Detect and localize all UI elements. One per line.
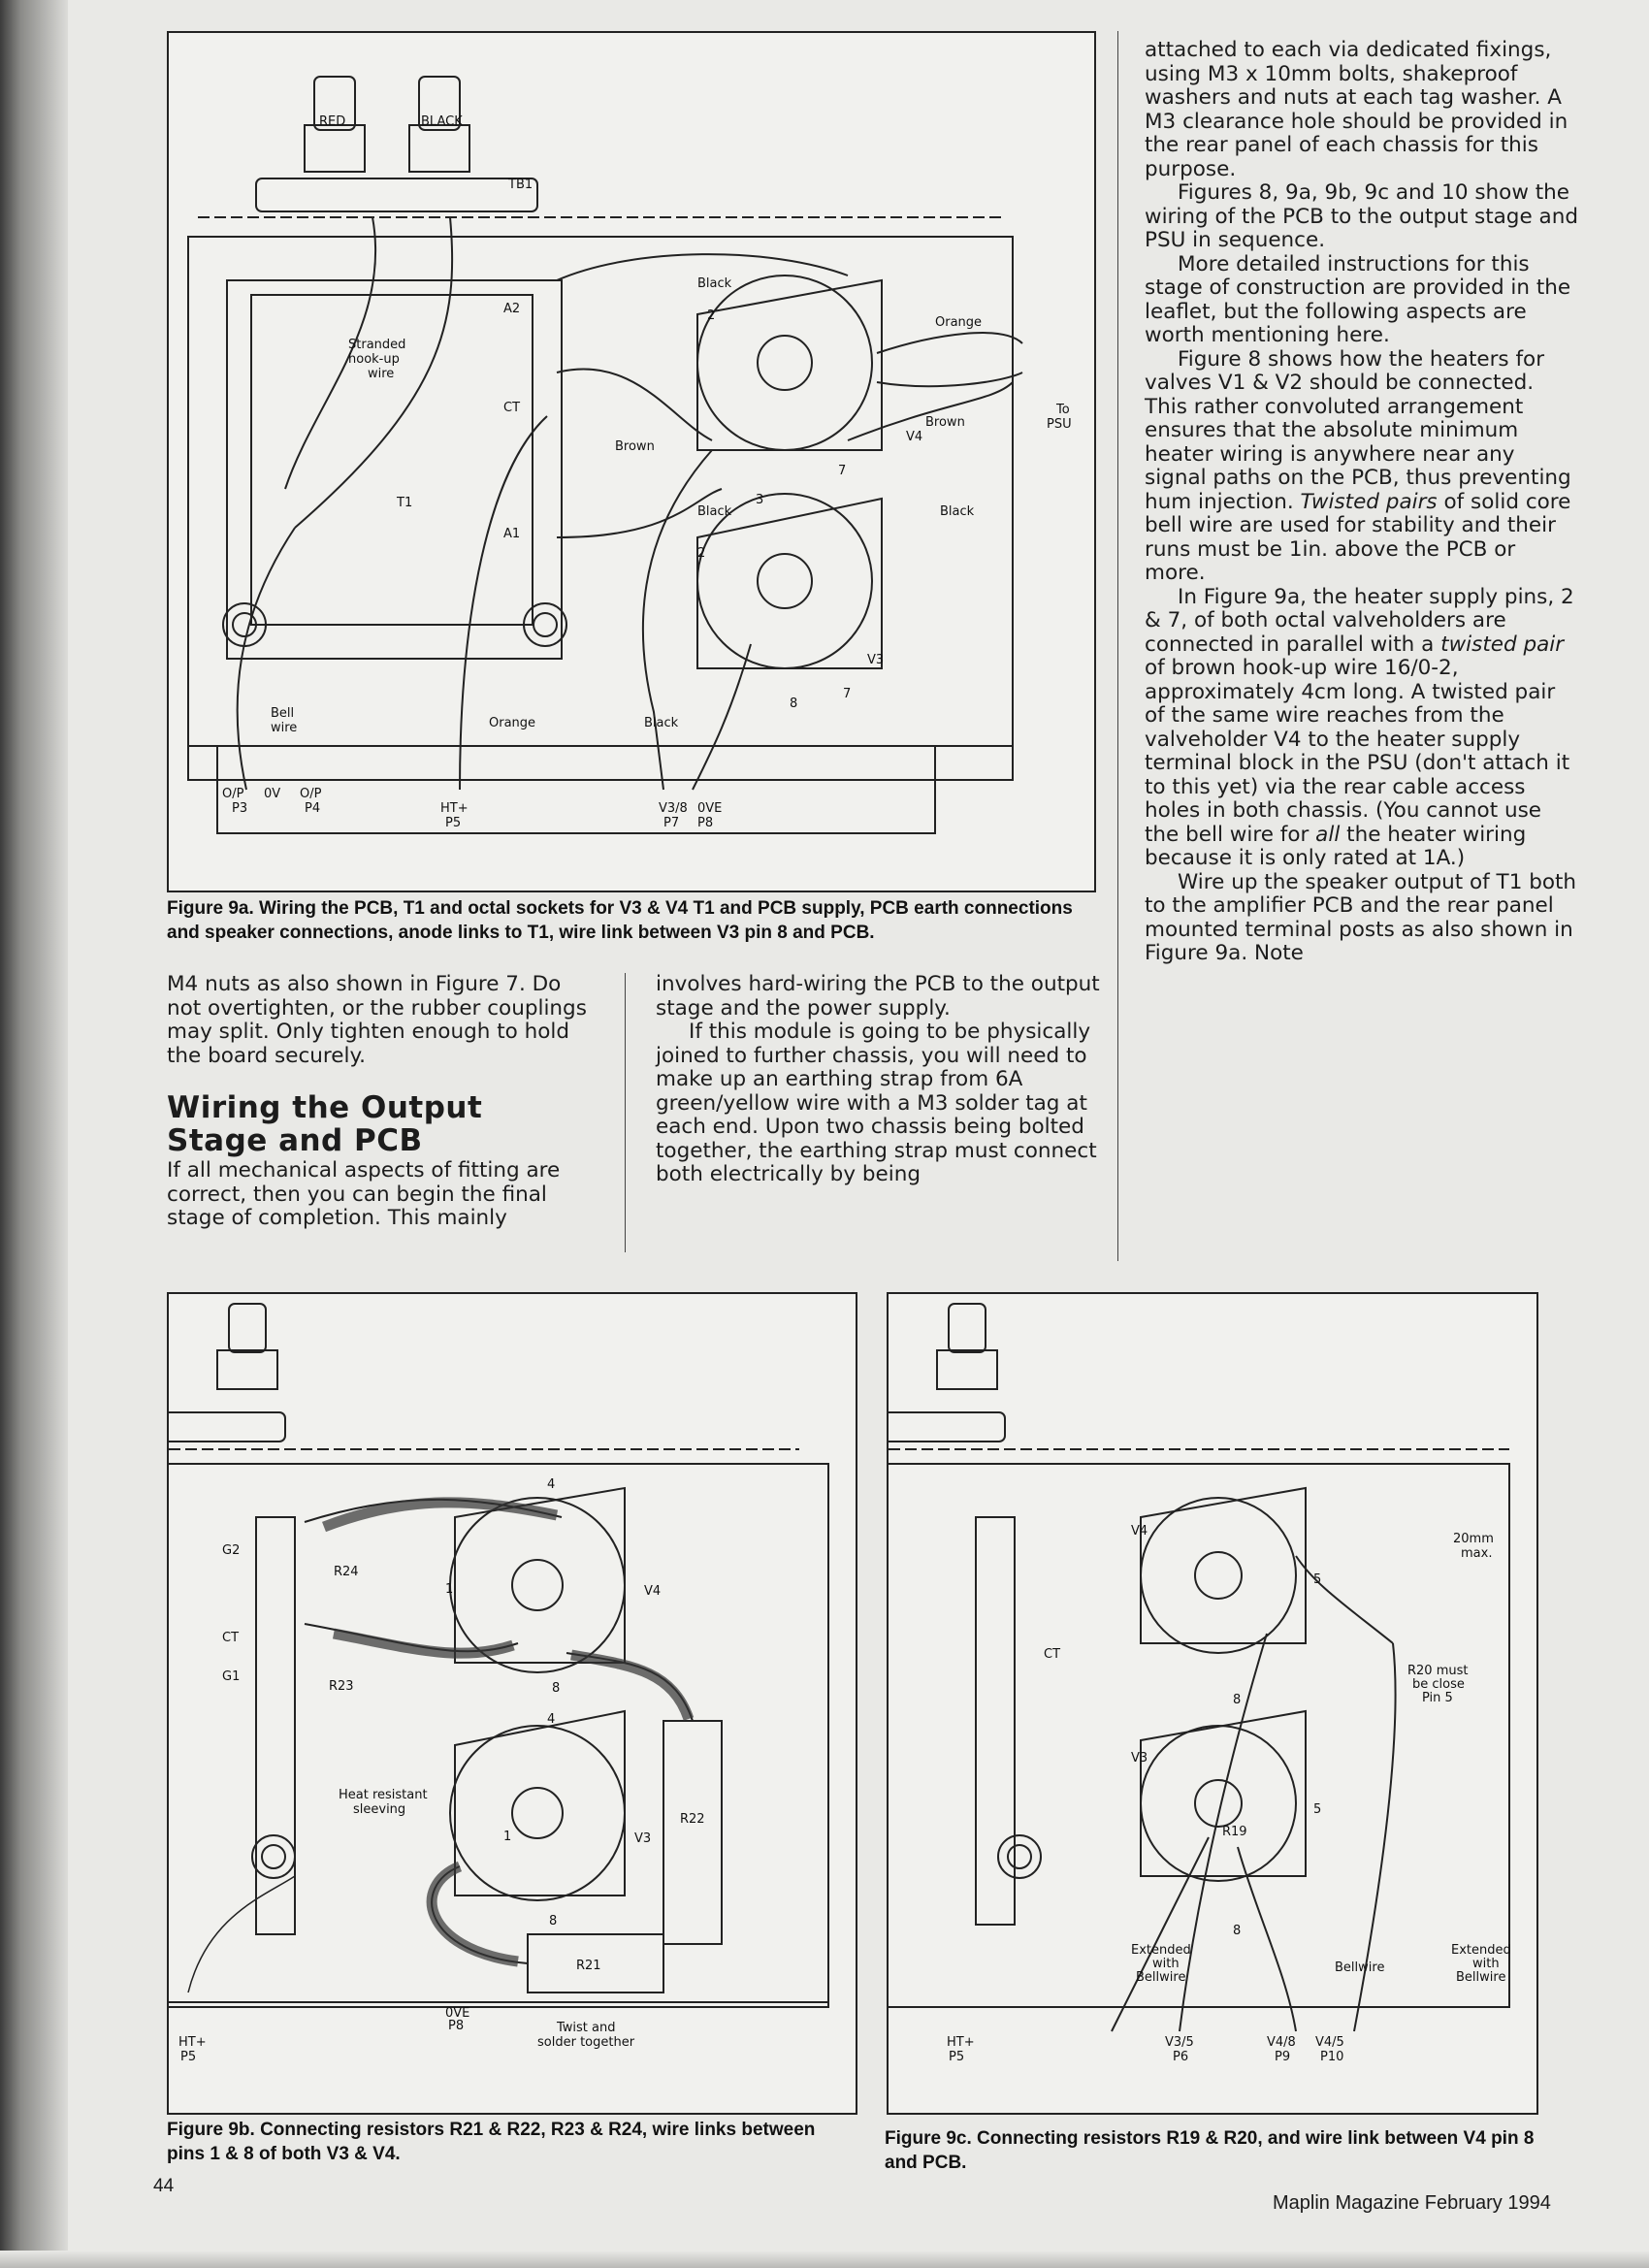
right-paragraph-3: More detailed instructions for this stage of construction are provided in the leaflet, but the following aspects are worth mentioning here.	[1145, 251, 1571, 347]
label-p8: P8	[697, 816, 714, 830]
figure-9c	[887, 1292, 1538, 2115]
label-r20-must: R20 must	[1407, 1664, 1469, 1678]
label-pin2a: 2	[707, 308, 716, 323]
label-pin-5: Pin 5	[1422, 1691, 1453, 1705]
label-g2: G2	[222, 1543, 241, 1558]
label-op-b: O/P	[300, 787, 322, 801]
label-t1: T1	[397, 496, 413, 510]
label-p4: P4	[305, 801, 321, 816]
label-v3: V3	[867, 653, 885, 667]
label-pin4b: 4	[547, 1712, 556, 1727]
label-p5: P5	[949, 2050, 965, 2064]
right-p5-emphasis: twisted pair	[1440, 632, 1565, 657]
left-paragraph-1: M4 nuts as also shown in Figure 7. Do not overtighten, or the rubber couplings may split. Only tighten enough to hold the board securely.	[167, 972, 587, 1068]
section-heading: Wiring the Output Stage and PCB	[167, 1090, 483, 1158]
label-p7: P7	[663, 816, 680, 830]
label-bell: Bell	[271, 706, 295, 721]
figure-9a-diagram	[169, 33, 1094, 891]
label-htplus: HT+	[440, 801, 469, 816]
label-v3: V3	[1131, 1751, 1148, 1766]
label-r22: R22	[680, 1812, 705, 1827]
label-black-bottom: Black	[644, 716, 679, 730]
label-p5: P5	[180, 2050, 197, 2064]
label-ct: CT	[1044, 1647, 1061, 1662]
label-r19: R19	[1222, 1825, 1247, 1839]
label-p8: P8	[448, 2019, 465, 2033]
figure-9b-diagram	[169, 1294, 856, 2113]
right-paragraph-6: Wire up the speaker output of T1 both to the amplifier PCB and the rear panel mounted terminal posts as also shown in Figure 9a. Note	[1145, 869, 1577, 965]
label-solder-together: solder together	[537, 2035, 635, 2050]
label-pin8b: 8	[549, 1914, 558, 1928]
label-p9: P9	[1275, 2050, 1291, 2064]
label-v4: V4	[644, 1584, 662, 1599]
label-r23: R23	[329, 1679, 354, 1694]
label-hookup: hook-up	[348, 352, 400, 367]
label-brown-right: Brown	[925, 415, 965, 430]
label-twist: Twist and	[557, 2021, 616, 2035]
label-wire: wire	[368, 367, 395, 381]
label-pin3: 3	[756, 493, 764, 507]
label-psu: PSU	[1047, 417, 1072, 432]
label-extended-1: Extended	[1131, 1943, 1191, 1958]
mid-paragraph-2: If this module is going to be physically joined to further chassis, you will need to make up an earthing strap from 6A green/yellow wire with a M3 solder tag at each end. Upon two chassis being bolted together, the earthing strap must connect both electrically by being	[656, 1020, 1097, 1186]
right-p4-tail: of solid core bell wire are used for stability and their runs must be 1in. above the PCB or more.	[1145, 489, 1571, 585]
label-p6: P6	[1173, 2050, 1189, 2064]
label-pin5b: 5	[1313, 1802, 1322, 1817]
label-tb1: TB1	[508, 178, 534, 192]
label-to: To	[1056, 403, 1070, 417]
right-paragraph-5	[1145, 586, 1581, 871]
figure-9a	[167, 31, 1096, 892]
figure-9b	[167, 1292, 857, 2115]
label-v4: V4	[1131, 1524, 1148, 1539]
label-extended-2: Extended	[1451, 1943, 1511, 1958]
label-pin4a: 4	[547, 1477, 556, 1492]
label-orange-right: Orange	[935, 315, 983, 330]
label-htplus: HT+	[178, 2035, 207, 2050]
label-v3: V3	[634, 1831, 652, 1846]
article-right-column	[1145, 39, 1581, 966]
article-left-column	[167, 973, 594, 1231]
label-stranded: Stranded	[348, 338, 406, 352]
label-black-right: Black	[940, 504, 975, 519]
label-v4: V4	[906, 430, 923, 444]
label-ct: CT	[503, 401, 521, 415]
right-p5-tail: of brown hook-up wire 16/0-2, approximately 4cm long. A twisted pair of the same wire reaches from the valveholder V4 to the heater supply terminal block in the PSU (don't attach it to this yet) via the rear cable access holes in both chassis. (You cannot use the bell wire for	[1145, 656, 1570, 847]
figure-9c-caption: Figure 9c. Connecting resistors R19 & R20, and wire link between V4 pin 8 and PCB.	[885, 2128, 1535, 2173]
right-p5-tail-2: the heater wiring because it is only rated at 1A.)	[1145, 822, 1527, 870]
label-pin8a: 8	[552, 1681, 561, 1696]
article-middle-column	[656, 973, 1102, 1187]
label-v48: V4/8	[1267, 2035, 1296, 2050]
magazine-credit: Maplin Magazine February 1994	[1273, 2192, 1551, 2214]
label-a2: A2	[503, 302, 521, 316]
right-p4-emphasis: Twisted pairs	[1300, 489, 1438, 514]
label-g1: G1	[222, 1669, 241, 1684]
label-bellwire-mid: Bellwire	[1335, 1960, 1385, 1975]
label-pin8: 8	[790, 697, 798, 711]
page-bottom-edge	[0, 2251, 1649, 2268]
label-bellwire-2: Bellwire	[1456, 1970, 1506, 1985]
label-op-a: O/P	[222, 787, 244, 801]
label-r24: R24	[334, 1565, 359, 1579]
right-paragraph-4	[1145, 348, 1581, 586]
label-black-top: Black	[697, 276, 732, 291]
label-p5: P5	[445, 816, 462, 830]
label-a1: A1	[503, 527, 521, 541]
label-v45: V4/5	[1315, 2035, 1344, 2050]
label-pin7a: 7	[838, 464, 847, 478]
label-sleeving: sleeving	[353, 1802, 406, 1817]
label-20mm: 20mm	[1453, 1532, 1494, 1546]
right-p5-text: In Figure 9a, the heater supply pins, 2 & 7, of both octal valveholders are connected in parallel with a	[1145, 584, 1574, 657]
label-brown-left: Brown	[615, 439, 655, 454]
label-bellwire-1: Bellwire	[1136, 1970, 1186, 1985]
label-r21: R21	[576, 1959, 601, 1973]
column-rule-1	[625, 973, 626, 1252]
figure-9c-diagram	[889, 1294, 1536, 2113]
label-black-terminal: BLACK	[421, 114, 463, 129]
right-paragraph-1: attached to each via dedicated fixings, using M3 x 10mm bolts, shakeproof washers and nuts at each tag washer. A M3 clearance hole should be provided in the rear panel of each chassis for this purpose.	[1145, 38, 1568, 181]
page-binding-edge	[0, 0, 68, 2268]
label-heat-resistant: Heat resistant	[339, 1788, 428, 1802]
label-pin1a: 1	[445, 1582, 454, 1597]
column-rule-2	[1117, 31, 1118, 1261]
label-ove: 0VE	[445, 2006, 470, 2021]
label-black-mid: Black	[697, 504, 732, 519]
label-pin5a: 5	[1313, 1572, 1322, 1587]
right-paragraph-2: Figures 8, 9a, 9b, 9c and 10 show the wiring of the PCB to the output stage and PSU in sequence.	[1145, 180, 1578, 252]
figure-9b-caption: Figure 9b. Connecting resistors R21 & R22, R23 & R24, wire links between pins 1 & 8 of both V3 & V4.	[167, 2120, 816, 2164]
label-pin1b: 1	[503, 1830, 512, 1844]
right-p5-emphasis-2: all	[1315, 822, 1341, 847]
label-be-close: be close	[1412, 1677, 1465, 1692]
label-p10: P10	[1320, 2050, 1344, 2064]
label-with-2: with	[1472, 1957, 1500, 1971]
label-v35: V3/5	[1165, 2035, 1194, 2050]
label-with-1: with	[1152, 1957, 1180, 1971]
label-pin8b: 8	[1233, 1924, 1242, 1938]
page-number: 44	[153, 2176, 175, 2196]
label-v38: V3/8	[659, 801, 688, 816]
label-max: max.	[1461, 1546, 1493, 1561]
right-p4-text: Figure 8 shows how the heaters for valves V1 & V2 should be connected. This rather convoluted arrangement ensures that the absolute minimum heater wiring is anywhere near any signal paths on the PCB, thus preventing hum injection.	[1145, 346, 1571, 514]
label-ct: CT	[222, 1631, 240, 1645]
label-htplus: HT+	[947, 2035, 975, 2050]
label-pin7b: 7	[843, 687, 852, 701]
label-pin8a: 8	[1233, 1693, 1242, 1707]
label-pin2b: 2	[697, 546, 706, 561]
label-ove: 0VE	[697, 801, 723, 816]
label-ov: 0V	[264, 787, 281, 801]
label-bell-wire: wire	[271, 721, 298, 735]
figure-9a-caption: Figure 9a. Wiring the PCB, T1 and octal sockets for V3 & V4 T1 and PCB supply, PCB earth connections and speaker connections, anode links to T1, wire link between V3 pin 8 and PCB.	[167, 898, 1073, 943]
left-paragraph-2: If all mechanical aspects of fitting are correct, then you can begin the final stage of completion. This mainly	[167, 1158, 561, 1230]
label-p3: P3	[232, 801, 248, 816]
mid-paragraph-1: involves hard-wiring the PCB to the output stage and the power supply.	[656, 972, 1100, 1021]
label-orange-bottom: Orange	[489, 716, 536, 730]
label-red: RED	[319, 114, 346, 129]
